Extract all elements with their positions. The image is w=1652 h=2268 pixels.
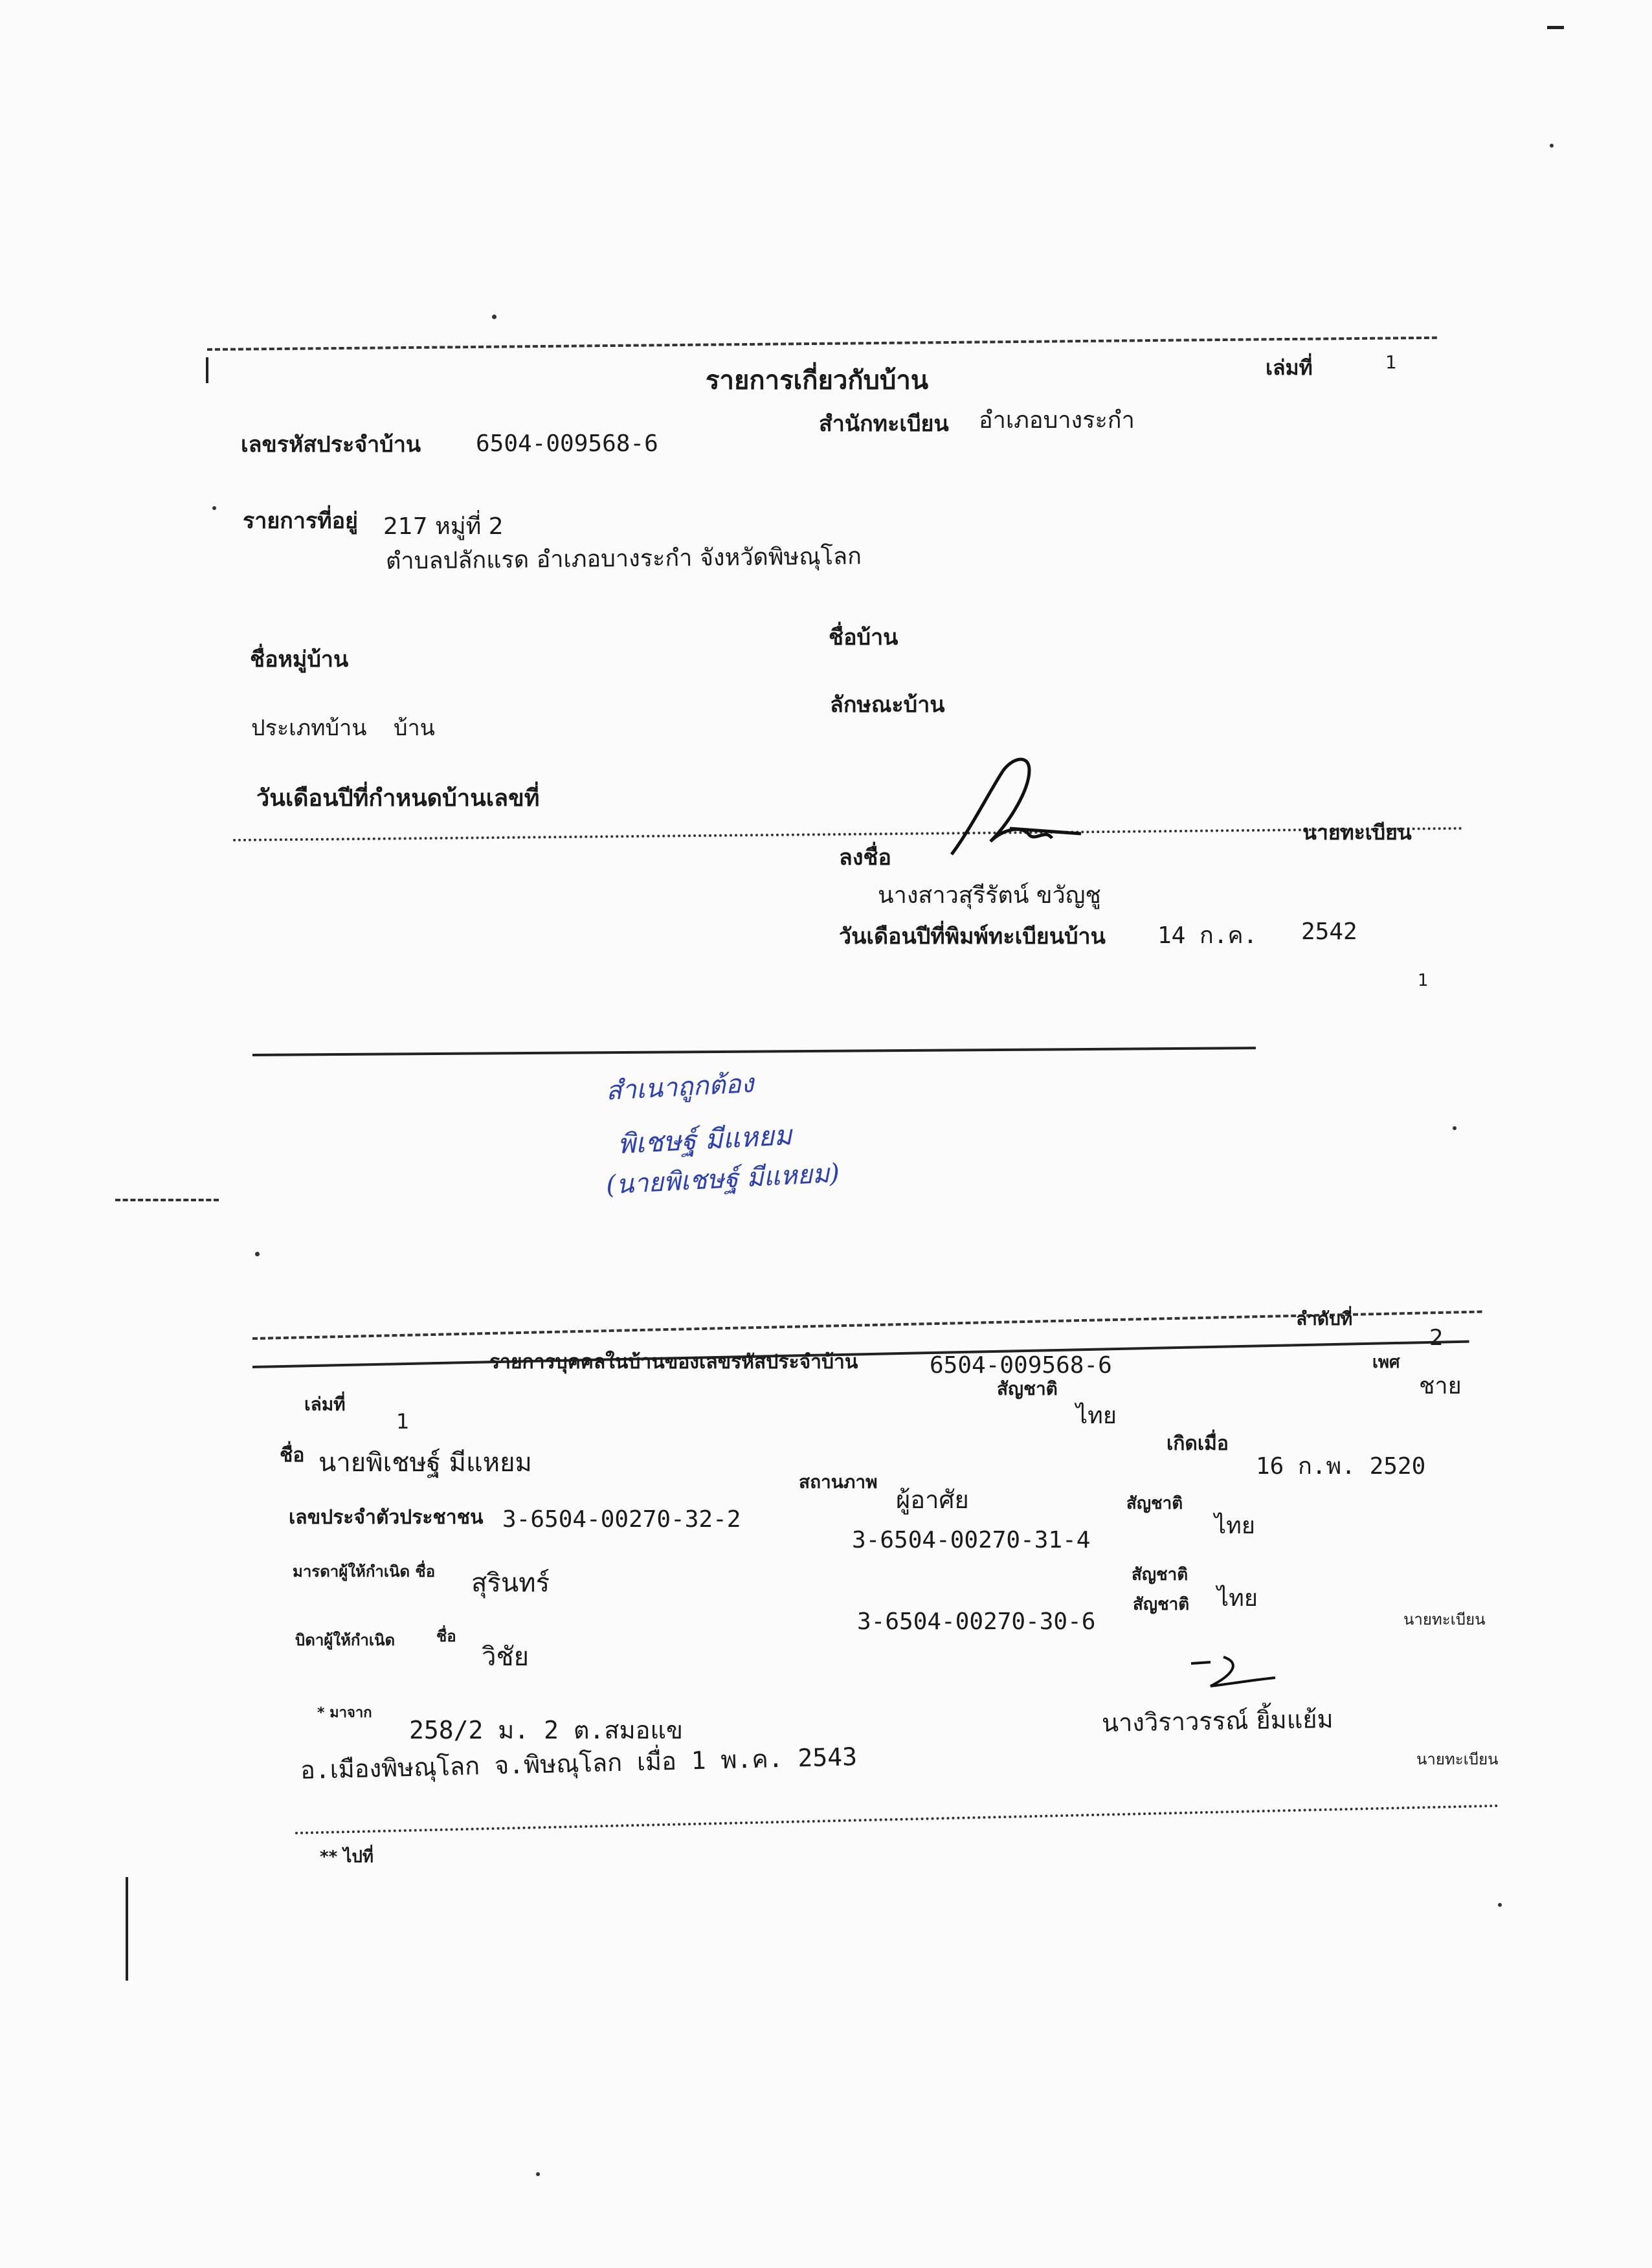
address-line1: 217 หมู่ที่ 2 [383,513,504,540]
house-bottom-rule [252,1047,1256,1056]
sex-value: ชาย [1419,1373,1462,1399]
house-book-label: เล่มที่ [1266,355,1313,380]
sex-label: เพศ [1372,1353,1400,1372]
office-value: อำเภอบางระกำ [979,407,1135,434]
village-label: ชื่อหมู่บ้าน [250,647,349,673]
house-book-value: 1 [1385,351,1397,373]
id-label: เลขประจำตัวประชาชน [289,1506,484,1529]
mother-nat-value: ไทย [1217,1585,1258,1612]
corner-number: 1 [1418,971,1429,990]
assigned-date-label: วันเดือนปีที่กำหนดบ้านเลขที่ [256,785,540,812]
person-name: นายพิเชษฐ์ มีแหยม [318,1448,532,1478]
mother-id: 3-6504-00270-31-4 [852,1527,1091,1553]
house-type-label: ประเภทบ้าน [251,715,367,741]
speck [1550,144,1554,148]
person-registrar-label-2: นายทะเบียน [1416,1750,1499,1768]
birth-value: 16 ก.พ. 2520 [1256,1453,1426,1480]
person-registrar-signature [1185,1651,1282,1702]
mother-label: มารดาผู้ให้กำเนิด ชื่อ [293,1562,436,1581]
race-value: ไทย [1076,1403,1117,1429]
person-registrar-label-1: นายทะเบียน [1403,1610,1486,1629]
house-code-label: เลขรหัสประจำบ้าน [241,432,421,458]
house-left-tick [206,357,208,383]
left-margin-line [126,1877,128,1981]
print-date: 14 ก.ค. [1157,922,1258,949]
print-year: 2542 [1301,918,1357,945]
house-code: 6504-009568-6 [476,430,658,457]
sign-label: ลงชื่อ [839,845,891,871]
status-label: สถานภาพ [799,1471,878,1493]
house-feature-label: ลักษณะบ้าน [830,692,945,718]
speck [492,315,497,319]
order-value: 2 [1429,1325,1444,1351]
address-line2: ตำบลปลักแรด อำเภอบางระกำ จังหวัดพิษณุโลก [385,543,862,575]
nationality-label: สัญชาติ [1126,1494,1183,1513]
address-label: รายการที่อยู่ [243,508,358,534]
person-divider-solid [252,1340,1469,1368]
nationality-value: ไทย [1214,1513,1255,1539]
speck [1453,1126,1457,1130]
father-id: 3-6504-00270-30-6 [857,1608,1096,1635]
from-line1: 258/2 ม. 2 ต.สมอแข [409,1716,683,1744]
office-label: สำนักทะเบียน [819,411,949,437]
speck [255,1252,260,1256]
house-title: รายการเกี่ยวกับบ้าน [706,366,929,395]
person-divider-dotted [295,1805,1499,1834]
order-label: ลำดับที่ [1296,1308,1353,1329]
mother-nat-label: สัญชาติ [1132,1565,1189,1584]
person-book-value: 1 [396,1409,410,1434]
print-date-label: วันเดือนปีที่พิมพ์ทะเบียนบ้าน [839,924,1106,950]
speck [212,506,216,510]
house-divider-dotted [233,827,1463,841]
certified-copy-text: สำเนาถูกต้อง [605,1069,755,1106]
from-line2: อ.เมืองพิษณุโลก จ.พิษณุโลก เมื่อ 1 พ.ค. 2543 [300,1742,858,1784]
from-label: * มาจาก [317,1705,372,1721]
id-value: 3-6504-00270-32-2 [502,1506,741,1533]
registrar-signature [932,751,1100,867]
person-name-label: ชื่อ [280,1444,305,1467]
margin-dash [115,1199,219,1201]
person-registrar-name: นางวิราวรรณ์ ยิ้มแย้ม [1101,1704,1334,1738]
house-top-rule [207,337,1437,351]
speck [1498,1903,1502,1907]
corner-mark [1547,26,1564,29]
father-name-label: ชื่อ [436,1627,456,1645]
person-book-label: เล่มที่ [304,1394,346,1415]
house-registrar-name: นางสาวสุรีรัตน์ ขวัญชู [878,882,1101,909]
house-registrar-label: นายทะเบียน [1302,820,1412,845]
father-nat-label: สัญชาติ [1133,1595,1190,1614]
to-label: ** ไปที่ [320,1847,374,1867]
status-value: ผู้อาศัย [896,1485,969,1514]
person-list-label: รายการบุคคลในบ้านของเลขรหัสประจำบ้าน [489,1351,858,1373]
person-house-code: 6504-009568-6 [930,1352,1112,1379]
certifier-name: (นายพิเชษฐ์ มีแหยม) [605,1158,841,1201]
house-type-value: บ้าน [394,715,435,741]
mother-name: สุรินทร์ [471,1568,550,1598]
race-label: สัญชาติ [997,1378,1058,1399]
father-name: วิชัย [482,1642,530,1672]
house-name-label: ชื่อบ้าน [829,625,899,650]
father-label: บิดาผู้ให้กำเนิด [295,1631,396,1649]
speck [536,2172,540,2176]
birth-label: เกิดเมื่อ [1166,1432,1229,1455]
certifier-signature: พิเชษฐ์ มีแหยม [616,1118,793,1161]
